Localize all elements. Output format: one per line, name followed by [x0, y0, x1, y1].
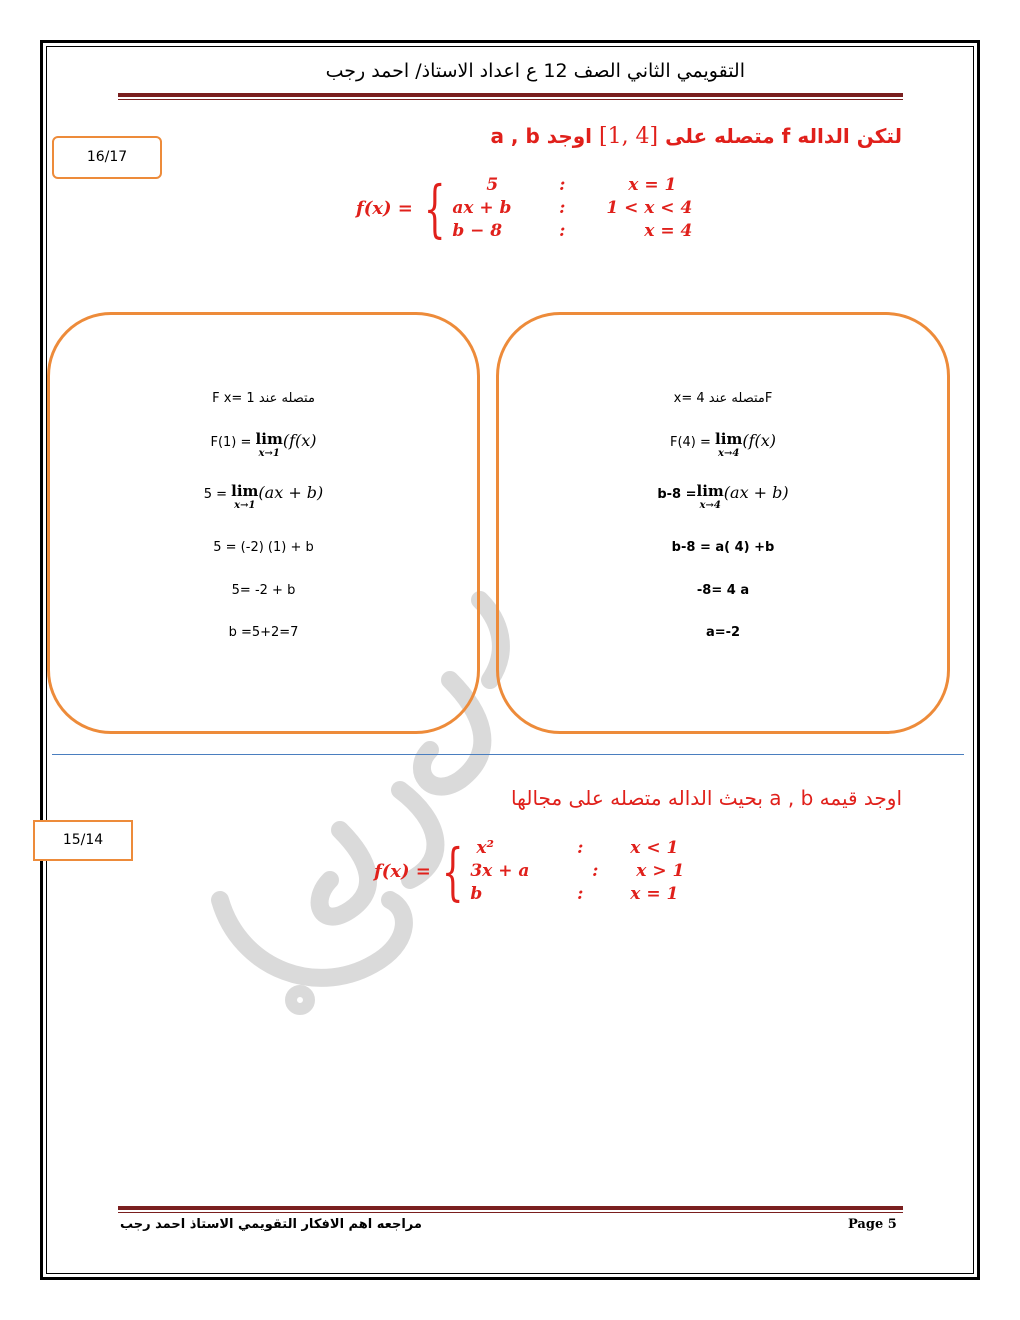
footer-text: مراجعه اهم الافكار التقويمي الاستاذ احمد رجب — [120, 1217, 422, 1232]
section-divider — [52, 754, 964, 755]
function-label: f(x) = — [356, 198, 413, 219]
card-right-line: Fمتصله عند x= 4 — [673, 391, 773, 406]
footer-rule — [118, 1206, 903, 1213]
question1-prompt-pre: لتكن الداله f متصله على — [665, 124, 902, 148]
card-left-line: b =5+2=7 — [228, 625, 299, 640]
function-label-2: f(x) = — [374, 861, 431, 882]
card-left-line: 5= -2 + b — [231, 583, 296, 598]
page-number: Page 5 — [848, 1217, 897, 1232]
brace-icon: { — [423, 171, 446, 245]
function-row: b − 8 : x = 4 — [452, 221, 693, 241]
question1-function — [356, 171, 693, 245]
solution-card-right — [496, 312, 950, 734]
brace-icon: { — [441, 834, 464, 908]
card-right-line: -8= 4 a — [696, 583, 750, 598]
page-ref-box-2 — [33, 820, 133, 861]
card-right-limit-line: F(4) = lim x→4 (f(x) — [669, 430, 776, 459]
page-ref-box — [52, 136, 162, 179]
card-left-line: متصله عند F x= 1 — [212, 391, 315, 406]
card-left-line: 5 = (-2) (1) + b — [213, 540, 314, 555]
question2-prompt: اوجد قيمه a , b بحيث الداله متصله على مجالها — [511, 786, 902, 810]
question1-prompt-post: اوجد a , b — [490, 124, 593, 148]
function-row: 5 : x = 1 — [486, 175, 677, 195]
function-row: 3x + a : x > 1 — [470, 861, 685, 881]
function-row: b : x = 1 — [470, 884, 679, 904]
card-left-limit-line: 5 = lim x→1 (ax + b) — [203, 482, 324, 511]
function-row: ax + b : 1 < x < 4 — [452, 198, 693, 218]
solution-card-left — [47, 312, 480, 734]
question1-interval: [1, 4] — [598, 124, 659, 149]
card-left-limit-line: F(1) = lim x→1 (f(x) — [210, 430, 317, 459]
function-row: x² : x < 1 — [476, 838, 679, 858]
header-title: التقويمي الثاني الصف 12 ع اعداد الاستاذ/ احمد رجب — [325, 60, 745, 82]
page-ref-text: 16/17 — [86, 149, 128, 165]
card-right-line: a=-2 — [705, 625, 741, 640]
card-right-line: b-8 = a( 4) +b — [671, 540, 775, 555]
card-right-limit-line: b-8 = lim x→4 (ax + b) — [657, 482, 789, 511]
question1-prompt — [420, 124, 902, 149]
header-rule — [118, 93, 903, 100]
page-ref-text-2: 15/14 — [62, 832, 104, 848]
question2-function — [374, 834, 685, 908]
